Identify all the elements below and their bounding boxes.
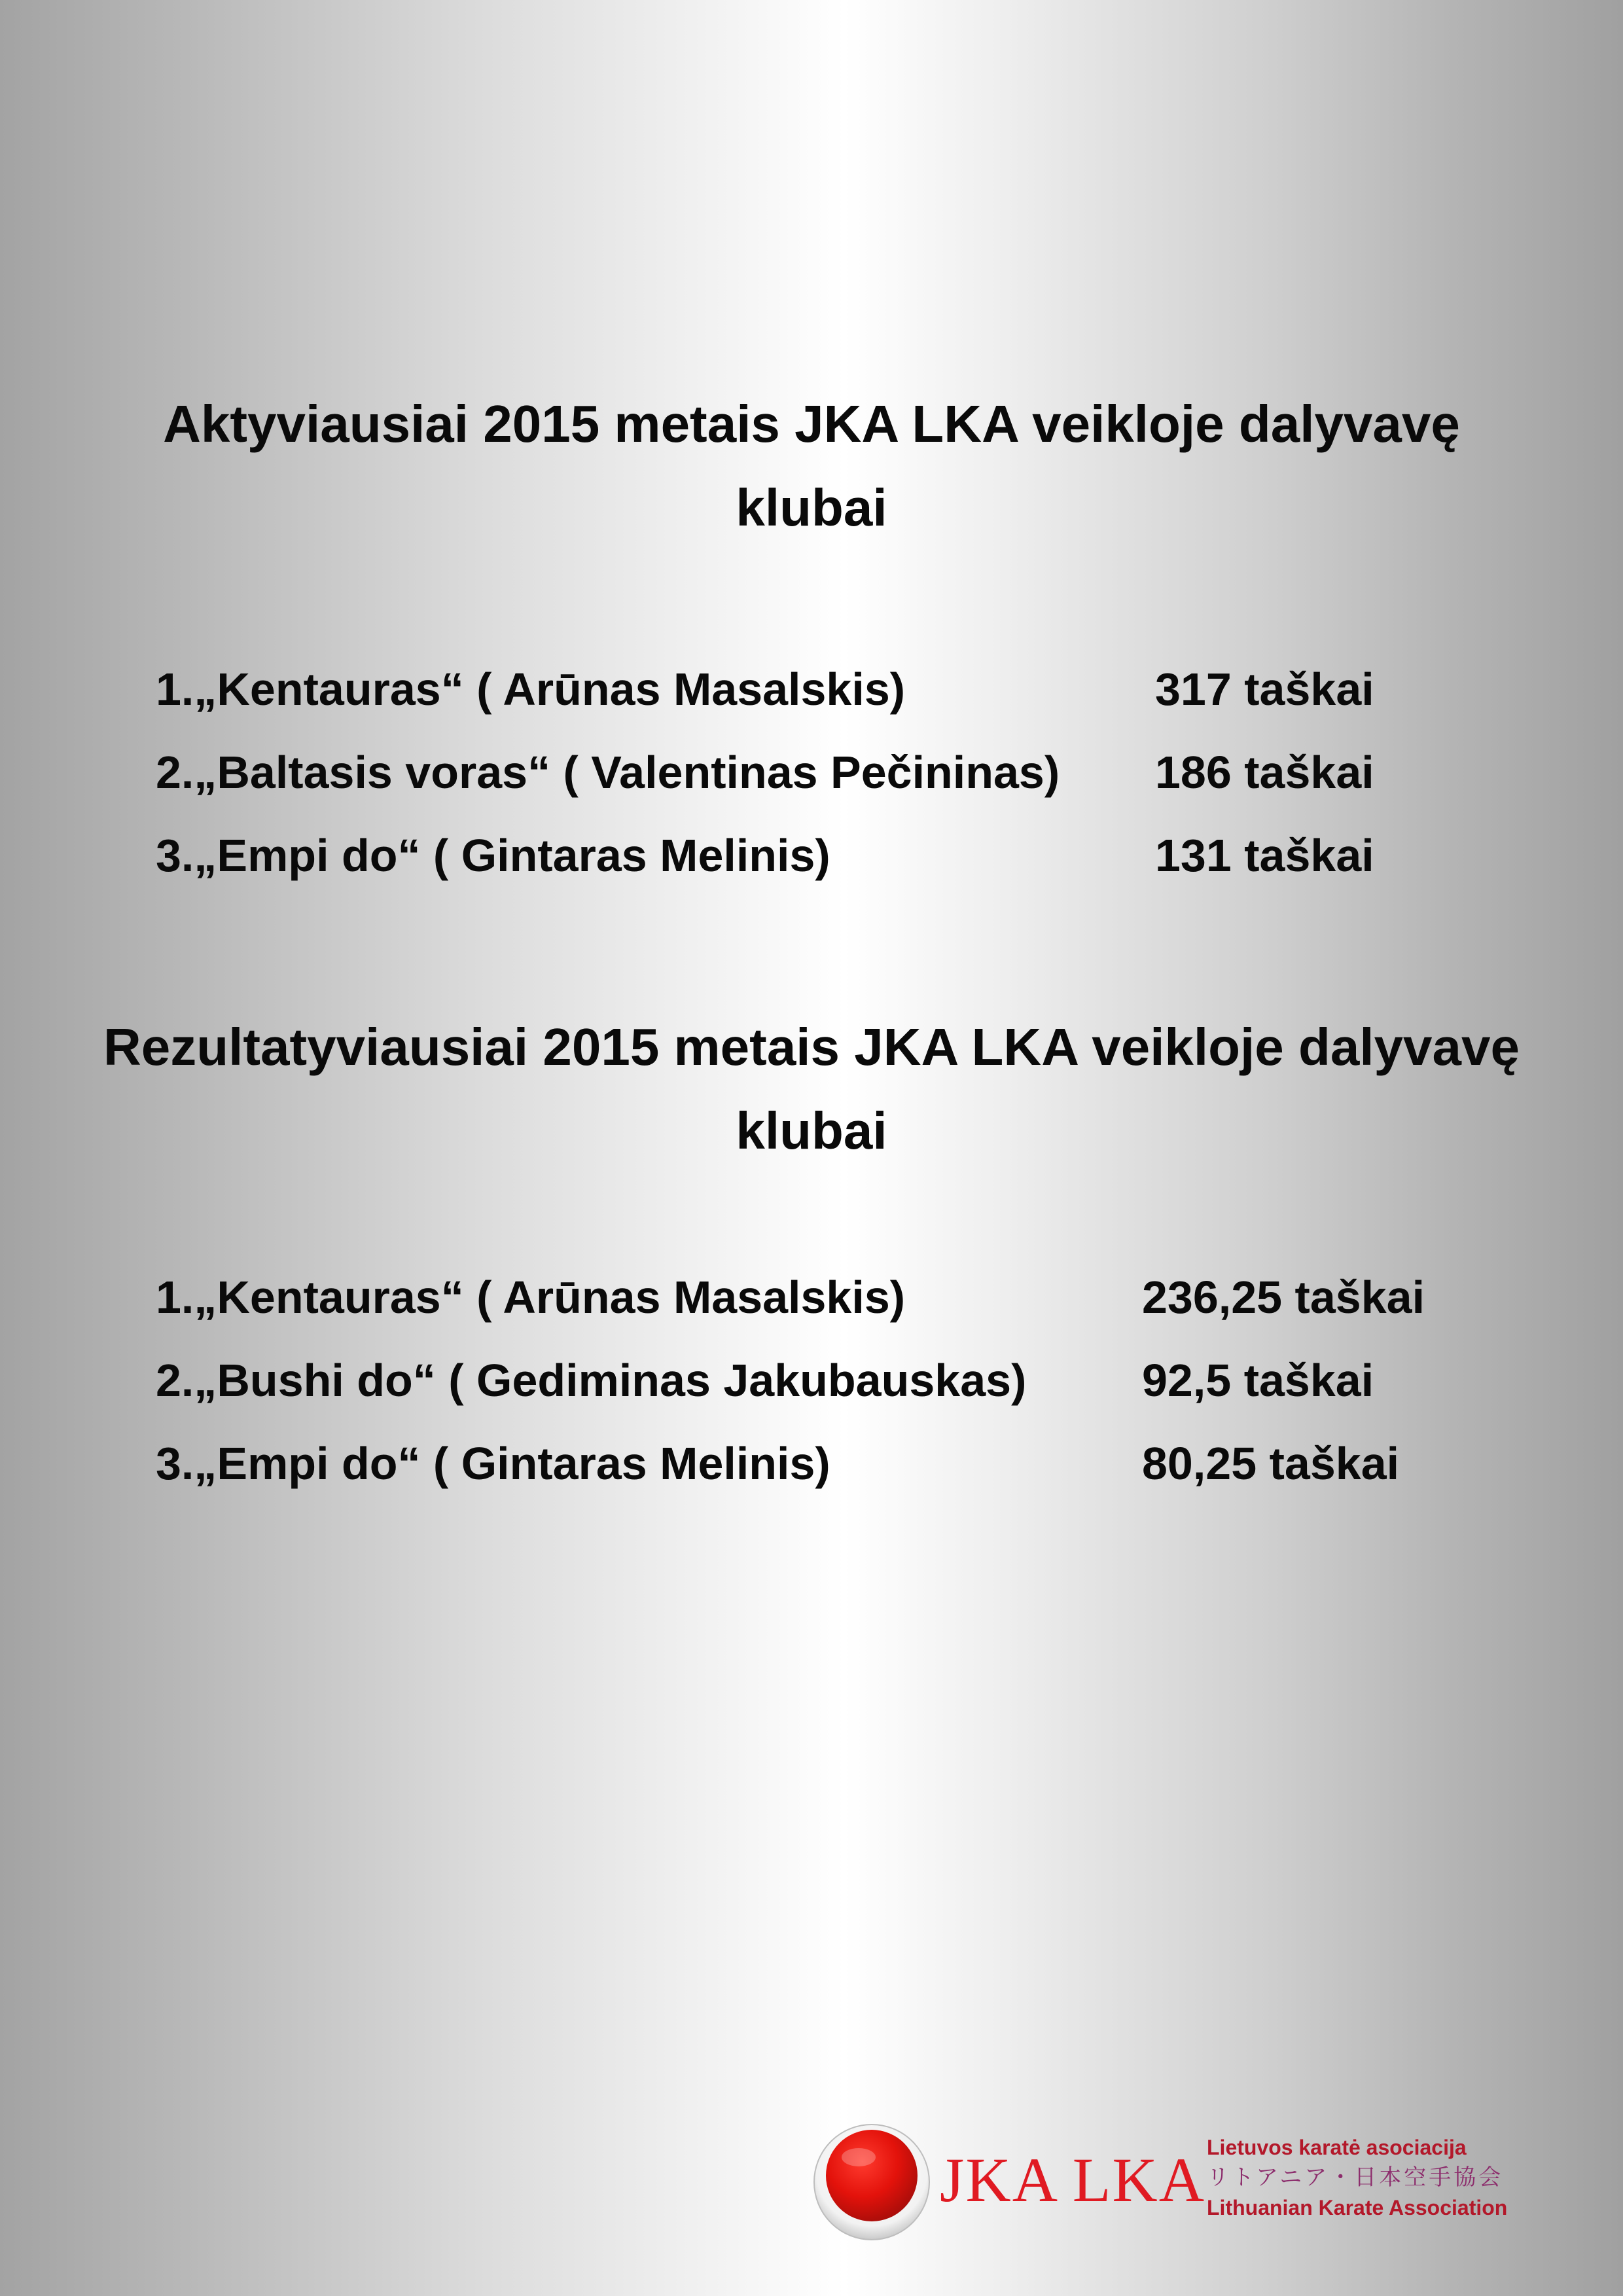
club-name: 1.„Kentauras“ ( Arūnas Masalskis) (156, 1272, 906, 1323)
section-title-most-active: Aktyviausiai 2015 metais JKA LKA veikloje dalyvavę klubai (163, 395, 1460, 537)
list-item (0, 823, 1623, 906)
list-item (0, 1265, 1623, 1348)
most-successful-clubs-list (0, 1265, 1623, 1514)
club-points: 317 taškai (1155, 664, 1374, 715)
list-item (0, 1431, 1623, 1514)
jka-lka-logo (812, 2119, 1564, 2250)
list-item (0, 740, 1623, 823)
club-points: 186 taškai (1155, 747, 1374, 798)
club-name: 1.„Kentauras“ ( Arūnas Masalskis) (156, 664, 906, 715)
rising-sun-emblem-icon (812, 2119, 936, 2244)
list-item (0, 1348, 1623, 1431)
club-points: 236,25 taškai (1142, 1272, 1425, 1323)
most-active-clubs-list (0, 656, 1623, 906)
logo-wordmark: JKA LKA (940, 2145, 1206, 2215)
club-name: 3.„Empi do“ ( Gintaras Melinis) (156, 1438, 830, 1489)
logo-caption-lithuanian: Lietuvos karatė asociacija (1207, 2136, 1467, 2159)
club-points: 80,25 taškai (1142, 1438, 1400, 1489)
logo-caption-japanese: リトアニア・日本空手協会 (1207, 2164, 1504, 2191)
club-name: 2.„Baltasis voras“ ( Valentinas Pečininas) (156, 747, 1060, 798)
club-name: 2.„Bushi do“ ( Gediminas Jakubauskas) (156, 1355, 1027, 1406)
list-item (0, 656, 1623, 740)
club-name: 3.„Empi do“ ( Gintaras Melinis) (156, 830, 830, 881)
club-points: 92,5 taškai (1142, 1355, 1374, 1406)
logo-caption-english: Lithuanian Karate Association (1207, 2196, 1508, 2219)
club-points: 131 taškai (1155, 830, 1374, 881)
section-title-most-successful: Rezultatyviausiai 2015 metais JKA LKA veikloje dalyvavę klubai (103, 1018, 1520, 1160)
logo-caption (1207, 2132, 1507, 2223)
